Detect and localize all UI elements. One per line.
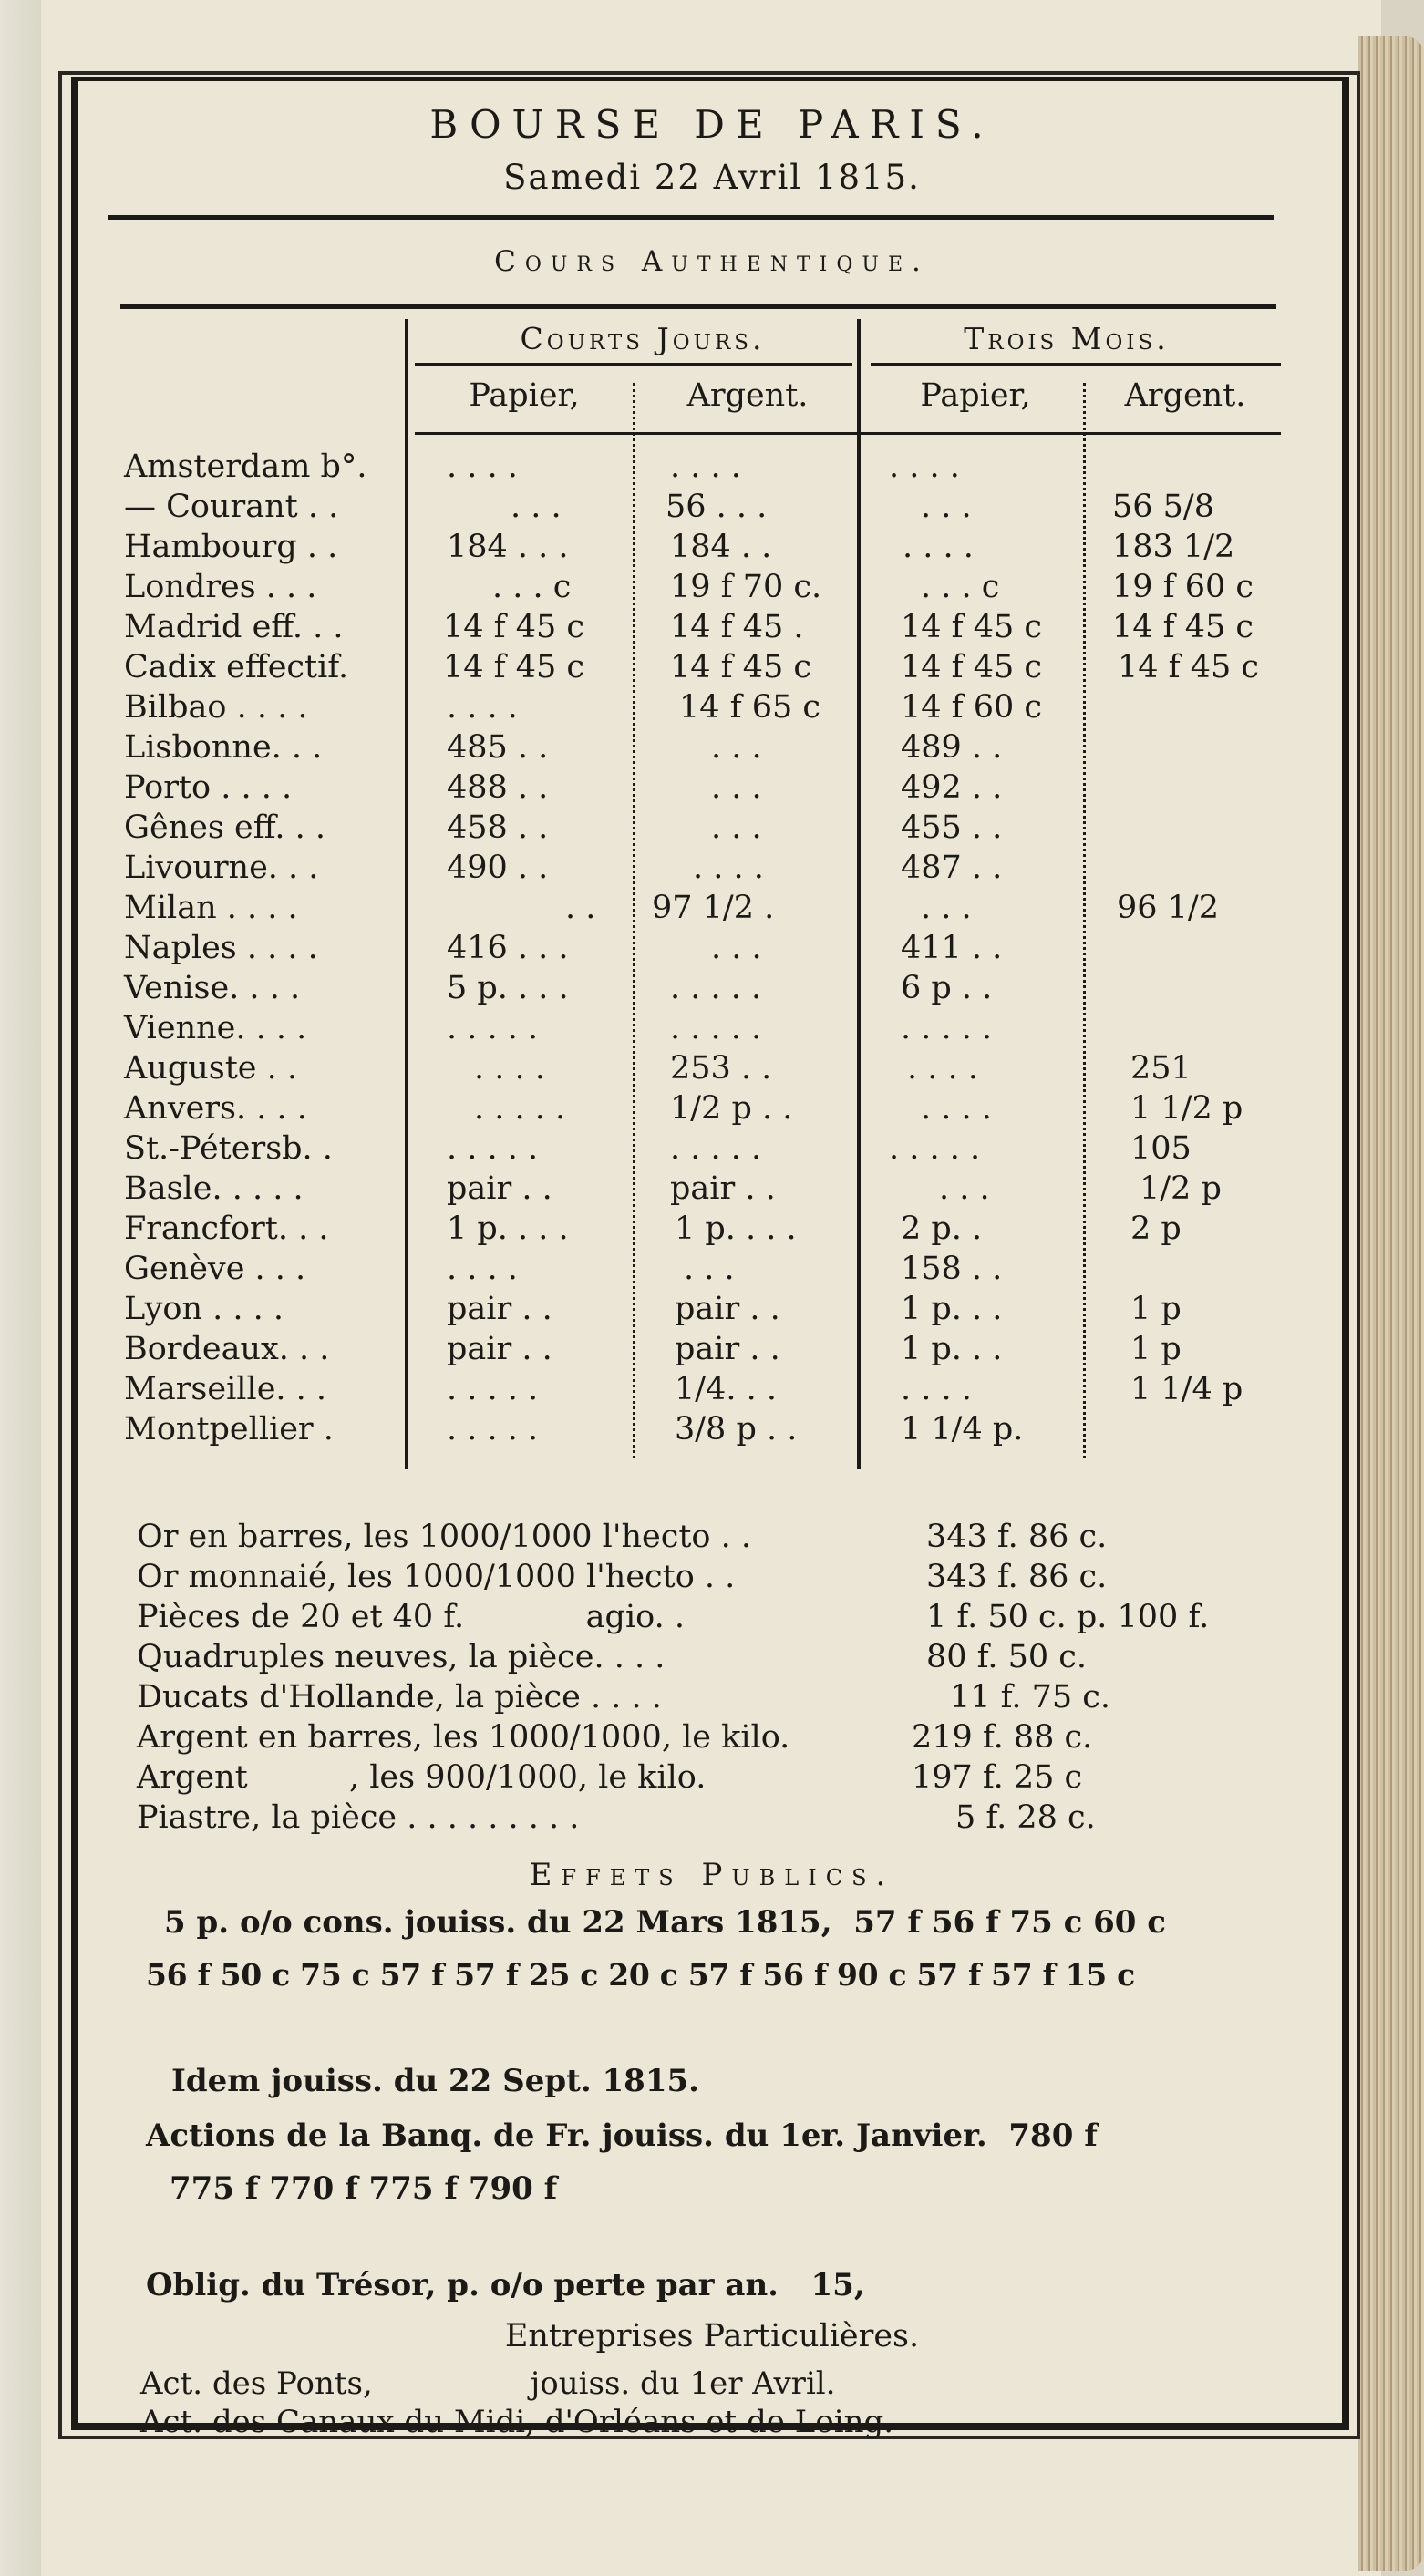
row-cell: 6 p . . [901, 970, 993, 1006]
row-cell: . . . [921, 489, 972, 525]
table-row [0, 1048, 1424, 1088]
row-cell: 251 [1130, 1050, 1192, 1087]
row-cell: 1 1/4 p [1130, 1371, 1243, 1407]
metal-row [0, 1517, 1424, 1557]
table-row [0, 1169, 1424, 1209]
row-cell: 1/2 p . . [670, 1090, 793, 1127]
table-row [0, 487, 1424, 527]
row-place: — Courant . . [124, 489, 339, 525]
metal-value: 197 f. 25 c [912, 1759, 1083, 1796]
row-cell: 1 p [1130, 1331, 1182, 1367]
row-cell: 14 f 45 c [443, 609, 585, 645]
metal-value: 1 f. 50 c. p. 100 f. [926, 1599, 1210, 1635]
row-cell: . . . . . [670, 1130, 762, 1167]
table-row [0, 1128, 1424, 1169]
metal-row [0, 1757, 1424, 1798]
row-cell: . . . [511, 489, 562, 525]
row-cell: 485 . . [447, 729, 549, 766]
entreprises-heading: Entreprises Particulières. [504, 2318, 920, 2354]
subheader-papier-2: Papier, [920, 377, 1031, 414]
row-cell: . . . [684, 1251, 735, 1287]
table-row [0, 567, 1424, 607]
row-cell: 97 1/2 . [652, 890, 775, 926]
table-row [0, 1329, 1424, 1369]
row-cell: 490 . . [447, 850, 549, 886]
table-row [0, 687, 1424, 727]
row-cell: 2 p. . [901, 1211, 983, 1247]
row-cell: 14 f 60 c [901, 689, 1043, 726]
row-cell: 488 . . [447, 769, 549, 806]
row-cell: . . . . [889, 448, 960, 485]
row-cell: . . . . [447, 448, 518, 485]
row-cell: . . . . [907, 1050, 978, 1087]
table-row [0, 607, 1424, 647]
row-cell: . . . . . [447, 1411, 539, 1448]
metal-value: 80 f. 50 c. [926, 1639, 1088, 1675]
rule-group-right [871, 363, 1281, 366]
row-cell: pair . . [447, 1291, 552, 1327]
row-cell: 14 f 45 c [901, 649, 1043, 685]
metal-value: 343 f. 86 c. [926, 1559, 1108, 1595]
table-row [0, 968, 1424, 1008]
metal-value: 11 f. 75 c. [950, 1679, 1111, 1716]
row-cell: . . . [711, 809, 762, 846]
row-cell: 14 f 45 . [670, 609, 804, 645]
page-date: Samedi 22 Avril 1815. [503, 158, 921, 197]
row-cell: . . . [921, 890, 972, 926]
row-place: Marseille. . . [124, 1371, 327, 1407]
row-cell: 1 1/4 p. [901, 1411, 1024, 1448]
effets-line-5: 775 f 770 f 775 f 790 f [170, 2170, 558, 2207]
table-row [0, 1369, 1424, 1409]
metal-row [0, 1557, 1424, 1597]
group-trois-mois: Trois Mois. [964, 321, 1170, 356]
metal-row [0, 1637, 1424, 1677]
row-place: Lisbonne. . . [124, 729, 323, 766]
metal-label: Argent , les 900/1000, le kilo. [137, 1759, 707, 1796]
table-row [0, 808, 1424, 848]
row-place: St.-Pétersb. . [124, 1130, 333, 1167]
row-cell: . . . . [447, 689, 518, 726]
row-cell: 455 . . [901, 809, 1003, 846]
row-place: Naples . . . . [124, 930, 318, 966]
row-cell: 489 . . [901, 729, 1003, 766]
row-place: Milan . . . . [124, 890, 298, 926]
table-row [0, 647, 1424, 687]
metal-row [0, 1597, 1424, 1637]
row-cell: 183 1/2 [1112, 529, 1235, 565]
row-cell: . . . . . [447, 1130, 539, 1167]
row-cell: . . [565, 890, 596, 926]
row-cell: . . . . . [447, 1371, 539, 1407]
row-cell: pair . . [670, 1170, 776, 1207]
table-row [0, 1289, 1424, 1329]
row-place: Livourne. . . [124, 850, 319, 886]
row-place: Montpellier . [124, 1411, 334, 1448]
row-cell: 1 p. . . [901, 1331, 1003, 1367]
effets-heading: Effets Publics. [529, 1857, 895, 1893]
row-cell: . . . . . [670, 970, 762, 1006]
metal-label: Quadruples neuves, la pièce. . . . [137, 1639, 666, 1675]
row-cell: 56 . . . [666, 489, 768, 525]
table-row [0, 928, 1424, 968]
row-cell: 416 . . . [447, 930, 569, 966]
row-cell: . . . [711, 729, 762, 766]
row-cell: . . . . [447, 1251, 518, 1287]
table-row [0, 527, 1424, 567]
row-cell: 1 p. . . . [447, 1211, 569, 1247]
row-cell: 2 p [1130, 1211, 1182, 1247]
metal-label: Or monnaié, les 1000/1000 l'hecto . . [137, 1559, 736, 1595]
effets-line-2: 56 f 50 c 75 c 57 f 57 f 25 c 20 c 57 f 56 f 90 c 57 f 57 f 15 c [146, 1957, 1135, 1993]
table-row [0, 888, 1424, 928]
table-row [0, 1088, 1424, 1128]
row-cell: pair . . [675, 1291, 780, 1327]
row-place: Auguste . . [124, 1050, 298, 1087]
rule-group-left [415, 363, 852, 366]
row-cell: . . . . . [901, 1010, 993, 1046]
row-cell: . . . [711, 930, 762, 966]
row-cell: . . . . [903, 529, 974, 565]
row-cell: 5 p. . . . [447, 970, 569, 1006]
row-cell: 14 f 65 c [679, 689, 821, 726]
table-row [0, 1249, 1424, 1289]
metal-label: Ducats d'Hollande, la pièce . . . . [137, 1679, 662, 1716]
effets-line-4: Actions de la Banq. de Fr. jouiss. du 1er. Janvier. 780 f [146, 2117, 1098, 2154]
metal-value: 219 f. 88 c. [912, 1719, 1093, 1756]
row-cell: 14 f 45 c [443, 649, 585, 685]
effets-line-6: Oblig. du Trésor, p. o/o perte par an. 15, [146, 2267, 865, 2303]
row-place: Bordeaux. . . [124, 1331, 330, 1367]
row-cell: pair . . [675, 1331, 780, 1367]
row-place: Genève . . . [124, 1251, 306, 1287]
table-row [0, 1008, 1424, 1048]
row-place: Lyon . . . . [124, 1291, 284, 1327]
row-cell: 184 . . . [447, 529, 569, 565]
page-title: BOURSE DE PARIS. [429, 102, 995, 147]
subheader-papier-1: Papier, [469, 377, 580, 414]
metal-label: Piastre, la pièce . . . . . . . . . [137, 1799, 580, 1836]
effets-line-8: Act. des Canaux du Midi, d'Orléans et de Loing. [140, 2404, 894, 2440]
row-cell: 19 f 70 c. [670, 569, 822, 605]
table-row [0, 1209, 1424, 1249]
row-cell: 3/8 p . . [675, 1411, 798, 1448]
row-place: Bilbao . . . . [124, 689, 308, 726]
row-place: Hambourg . . [124, 529, 338, 565]
row-cell: 96 1/2 [1117, 890, 1219, 926]
row-cell: . . . . . [670, 1010, 762, 1046]
table-row [0, 1409, 1424, 1449]
row-cell: 253 . . [670, 1050, 772, 1087]
row-cell: . . . . [901, 1371, 972, 1407]
row-cell: 14 f 45 c [901, 609, 1043, 645]
table-row [0, 768, 1424, 808]
row-cell: 487 . . [901, 850, 1003, 886]
row-cell: . . . . [474, 1050, 545, 1087]
metal-row [0, 1798, 1424, 1838]
effets-line-7: Act. des Ponts, jouiss. du 1er Avril. [140, 2365, 836, 2402]
row-cell: . . . . . [889, 1130, 981, 1167]
metal-label: Argent en barres, les 1000/1000, le kilo. [137, 1719, 790, 1756]
metal-value: 5 f. 28 c. [955, 1799, 1096, 1836]
rule-subheaders [415, 432, 1281, 435]
table-row [0, 848, 1424, 888]
rule-2 [120, 304, 1276, 309]
row-place: Madrid eff. . . [124, 609, 344, 645]
table-row [0, 727, 1424, 768]
row-cell: 105 [1130, 1130, 1192, 1167]
row-place: Venise. . . . [124, 970, 301, 1006]
row-cell: . . . [939, 1170, 990, 1207]
row-cell: pair . . [447, 1170, 552, 1207]
row-cell: . . . c [921, 569, 1000, 605]
effets-line-3: Idem jouiss. du 22 Sept. 1815. [171, 2063, 699, 2099]
row-cell: 411 . . [901, 930, 1003, 966]
metal-value: 343 f. 86 c. [926, 1519, 1108, 1555]
row-place: Gênes eff. . . [124, 809, 325, 846]
row-cell: . . . . [921, 1090, 992, 1127]
row-cell: 14 f 45 c [1118, 649, 1260, 685]
row-place: Porto . . . . [124, 769, 293, 806]
row-cell: 1 p [1130, 1291, 1182, 1327]
metal-row [0, 1717, 1424, 1757]
metal-label: Or en barres, les 1000/1000 l'hecto . . [137, 1519, 751, 1555]
row-cell: 56 5/8 [1112, 489, 1214, 525]
row-cell: 458 . . [447, 809, 549, 846]
row-place: Francfort. . . [124, 1211, 329, 1247]
row-cell: 1/4. . . [675, 1371, 777, 1407]
subheader-argent-1: Argent. [686, 377, 809, 414]
row-cell: . . . . [693, 850, 764, 886]
row-cell: . . . . . [447, 1010, 539, 1046]
row-place: Amsterdam b°. [124, 448, 367, 485]
row-cell: 1 1/2 p [1130, 1090, 1243, 1127]
row-cell: 492 . . [901, 769, 1003, 806]
row-place: Londres . . . [124, 569, 317, 605]
metal-label: Pièces de 20 et 40 f. agio. . [137, 1599, 685, 1635]
row-place: Basle. . . . . [124, 1170, 304, 1207]
rule-1 [108, 215, 1274, 220]
row-place: Vienne. . . . [124, 1010, 307, 1046]
row-cell: 14 f 45 c [670, 649, 812, 685]
row-cell: . . . . [670, 448, 741, 485]
row-cell: 1 p. . . [901, 1291, 1003, 1327]
row-cell: 1 p. . . . [675, 1211, 797, 1247]
row-cell: 184 . . [670, 529, 772, 565]
row-cell: 14 f 45 c [1112, 609, 1254, 645]
subheader-argent-2: Argent. [1124, 377, 1246, 414]
row-place: Anvers. . . . [124, 1090, 307, 1127]
metal-row [0, 1677, 1424, 1717]
group-courts-jours: Courts Jours. [520, 321, 766, 356]
row-cell: 158 . . [901, 1251, 1003, 1287]
row-cell: . . . [711, 769, 762, 806]
effets-line-1: 5 p. o/o cons. jouiss. du 22 Mars 1815, 57 f 56 f 75 c 60 c [164, 1904, 1166, 1941]
section-title: Cours Authentique. [494, 245, 930, 278]
row-cell: 19 f 60 c [1112, 569, 1254, 605]
row-cell: . . . . . [474, 1090, 566, 1127]
row-cell: 1/2 p [1140, 1170, 1222, 1207]
table-row [0, 447, 1424, 487]
row-cell: pair . . [447, 1331, 552, 1367]
row-place: Cadix effectif. [124, 649, 349, 685]
row-cell: . . . c [492, 569, 572, 605]
